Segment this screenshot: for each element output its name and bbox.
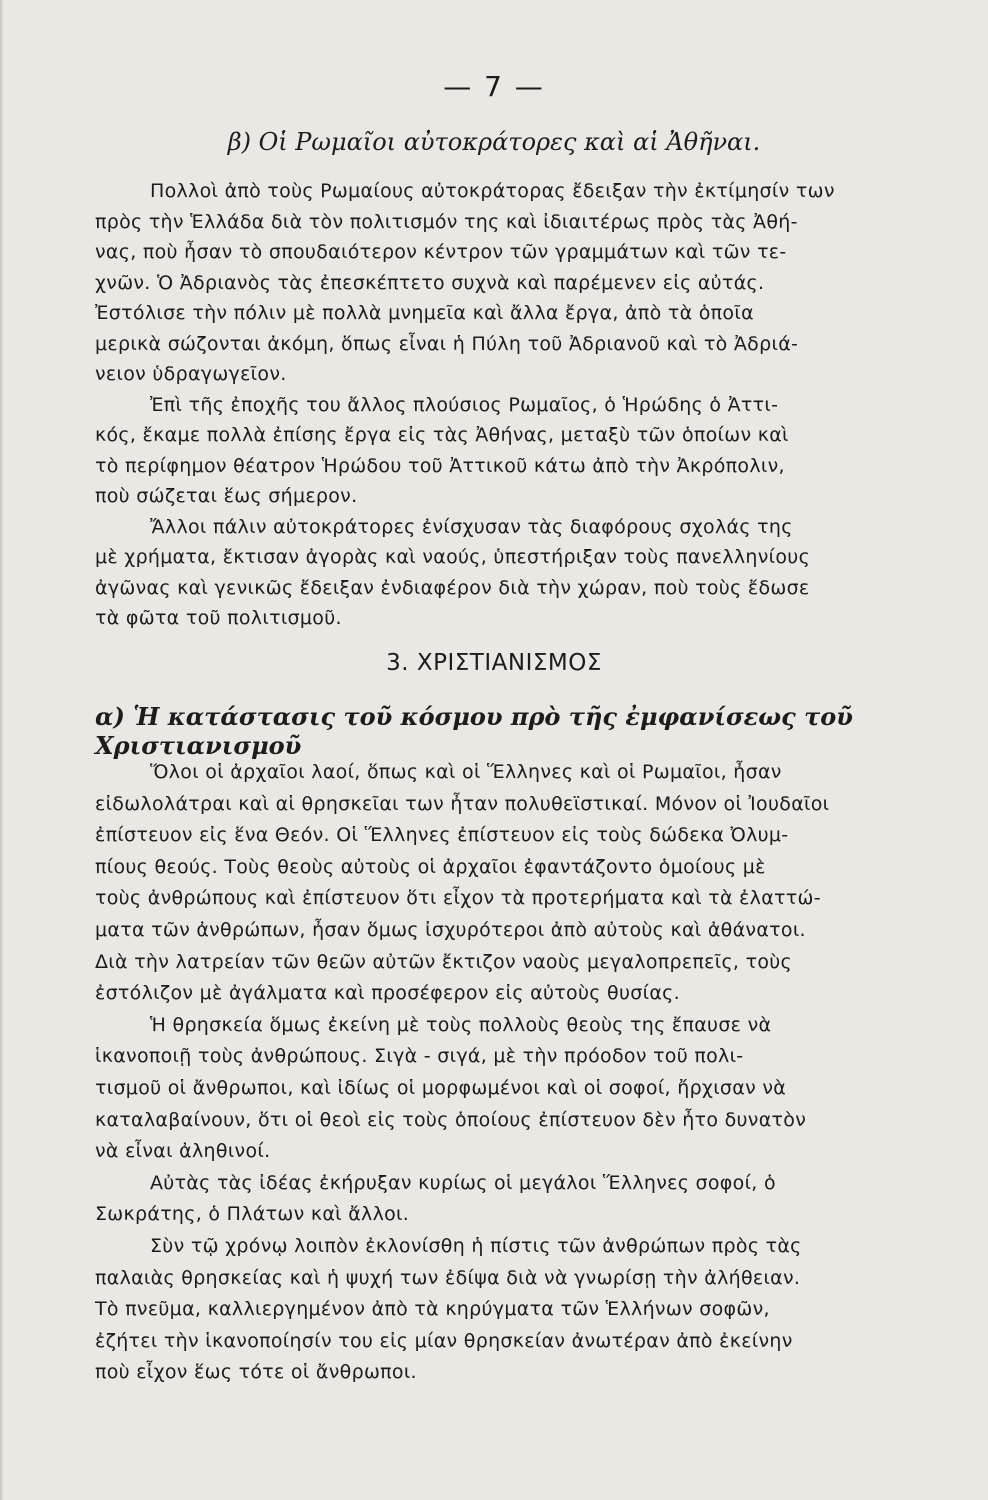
text-line: ποὺ σώζεται ἕως σήμερον. [95,485,358,507]
text-line: ἐπίστευον εἰς ἕνα Θεόν. Οἱ Ἕλληνες ἐπίστευον εἰς τοὺς δώδεκα Ὀλυμ- [95,824,789,847]
text-line: πρὸς τὴν Ἑλλάδα διὰ τὸν πολιτισμόν της καὶ ἰδιαιτέρως πρὸς τὰς Ἀθή- [95,210,798,233]
section-heading-romans-athens: β) Οἱ Ρωμαῖοι αὐτοκράτορες καὶ αἱ Ἀθῆναι. [227,128,761,156]
text-line: ἐστόλιζον μὲ ἀγάλματα καὶ προσέφερον εἰς αὐτοὺς θυσίας. [95,982,680,1005]
text-line: Διὰ τὴν λατρείαν τῶν θεῶν αὐτῶν ἔκτιζον ναοὺς μεγαλοπρεπεῖς, τοὺς [95,950,792,973]
text-line: ἐζήτει τὴν ἱκανοποίησίν του εἰς μίαν θρησκείαν ἀνωτέραν ἀπὸ ἐκείνην [95,1329,793,1352]
text-line: Σὺν τῷ χρόνῳ λοιπὸν ἐκλονίσθη ἡ πίστις τῶν ἀνθρώπων πρὸς τὰς [150,1234,802,1257]
text-line: τὸ περίφημον θέατρον Ἡρώδου τοῦ Ἀττικοῦ κάτω ἀπὸ τὴν Ἀκρόπολιν, [95,454,785,477]
text-line: τισμοῦ οἱ ἄνθρωποι, καὶ ἰδίως οἱ μορφωμένοι καὶ οἱ σοφοί, ἤρχισαν νὰ [95,1076,787,1099]
text-line: Ὅλοι οἱ ἀρχαῖοι λαοί, ὅπως καὶ οἱ Ἕλληνες καὶ οἱ Ρωμαῖοι, ἦσαν [150,761,782,783]
text-line: τοὺς ἀνθρώπους καὶ ἐπίστευον ὅτι εἶχον τὰ προτερήματα καὶ τὰ ἐλαττώ- [95,887,821,910]
paragraph-block-christianity [95,757,910,1389]
text-line: Τὸ πνεῦμα, καλλιεργημένον ἀπὸ τὰ κηρύγματα τῶν Ἑλλήνων σοφῶν, [95,1298,770,1321]
text-line: Πολλοὶ ἀπὸ τοὺς Ρωμαίους αὐτοκράτορας ἔδειξαν τὴν ἐκτίμησίν των [150,180,835,202]
text-line: νειον ὑδραγωγεῖον. [95,363,287,385]
paragraph-block-romans [95,176,910,634]
text-line: τὰ φῶτα τοῦ πολιτισμοῦ. [95,607,342,629]
page-edge-shadow [0,0,4,1500]
text-line: Ἄλλοι πάλιν αὐτοκράτορες ἐνίσχυσαν τὰς διαφόρους σχολάς της [150,515,793,538]
text-line: Ἐστόλισε τὴν πόλιν μὲ πολλὰ μνημεῖα καὶ ἄλλα ἔργα, ἀπὸ τὰ ὁποῖα [95,302,754,324]
text-line: ἀγῶνας καὶ γενικῶς ἔδειξαν ἐνδιαφέρον διὰ τὴν χώραν, ποὺ τοὺς ἔδωσε [95,576,810,599]
text-line: Ἡ θρησκεία ὅμως ἐκείνη μὲ τοὺς πολλοὺς θεοὺς της ἔπαυσε νὰ [150,1013,772,1036]
text-line: εἰδωλολάτραι καὶ αἱ θρησκεῖαι των ἦταν πολυθεϊστικαί. Μόνον οἱ Ἰουδαῖοι [95,792,830,815]
text-line: κός, ἔκαμε πολλὰ ἐπίσης ἔργα εἰς τὰς Ἀθήνας, μεταξὺ τῶν ὁποίων καὶ [95,424,789,446]
text-line: Αὐτὰς τὰς ἰδέας ἐκήρυξαν κυρίως οἱ μεγάλοι Ἕλληνες σοφοί, ὁ [150,1171,776,1194]
section-heading-world-before-christianity: α) Ἡ κατάστασις τοῦ κόσμου πρὸ τῆς ἐμφανίσεως τοῦ Χριστιανισμοῦ [95,702,853,760]
text-line: ποὺ εἶχον ἕως τότε οἱ ἄνθρωποι. [95,1361,417,1384]
text-line: Ἐπὶ τῆς ἐποχῆς του ἄλλος πλούσιος Ρωμαῖος, ὁ Ἡρώδης ὁ Ἀττι- [150,393,779,416]
text-line: νὰ εἶναι ἀληθινοί. [95,1140,271,1163]
page-number: — 7 — [443,70,545,103]
text-line: Σωκράτης, ὁ Πλάτων καὶ ἄλλοι. [95,1203,410,1226]
chapter-title: 3. ΧΡΙΣΤΙΑΝΙΣΜΟΣ [386,650,602,676]
text-line: ἱκανοποιῇ τοὺς ἀνθρώπους. Σιγὰ - σιγά, μὲ τὴν πρόοδον τοῦ πολι- [95,1045,744,1068]
text-line: ματα τῶν ἀνθρώπων, ἦσαν ὅμως ἰσχυρότεροι ἀπὸ αὐτοὺς καὶ ἀθάνατοι. [95,918,806,941]
text-line: νας, ποὺ ἦσαν τὸ σπουδαιότερον κέντρον τῶν γραμμάτων καὶ τῶν τε- [95,241,787,263]
text-line: μερικὰ σώζονται ἀκόμη, ὅπως εἶναι ἡ Πύλη τοῦ Ἀδριανοῦ καὶ τὸ Ἀδριά- [95,332,799,355]
text-line: μὲ χρήματα, ἔκτισαν ἀγορὰς καὶ ναούς, ὑπεστήριξαν τοὺς πανελληνίους [95,546,811,568]
text-line: χνῶν. Ὁ Ἀδριανὸς τὰς ἐπεσκέπτετο συχνὰ καὶ παρέμενεν εἰς αὐτάς. [95,271,765,294]
text-line: παλαιὰς θρησκείας καὶ ἡ ψυχή των ἐδίψα διὰ νὰ γνωρίσῃ τὴν ἀλήθειαν. [95,1266,801,1289]
text-line: καταλαβαίνουν, ὅτι οἱ θεοὶ εἰς τοὺς ὁποίους ἐπίστευον δὲν ἦτο δυνατὸν [95,1108,807,1131]
text-line: πίους θεούς. Τοὺς θεοὺς αὐτοὺς οἱ ἀρχαῖοι ἐφαντάζοντο ὁμοίους μὲ [95,855,766,878]
